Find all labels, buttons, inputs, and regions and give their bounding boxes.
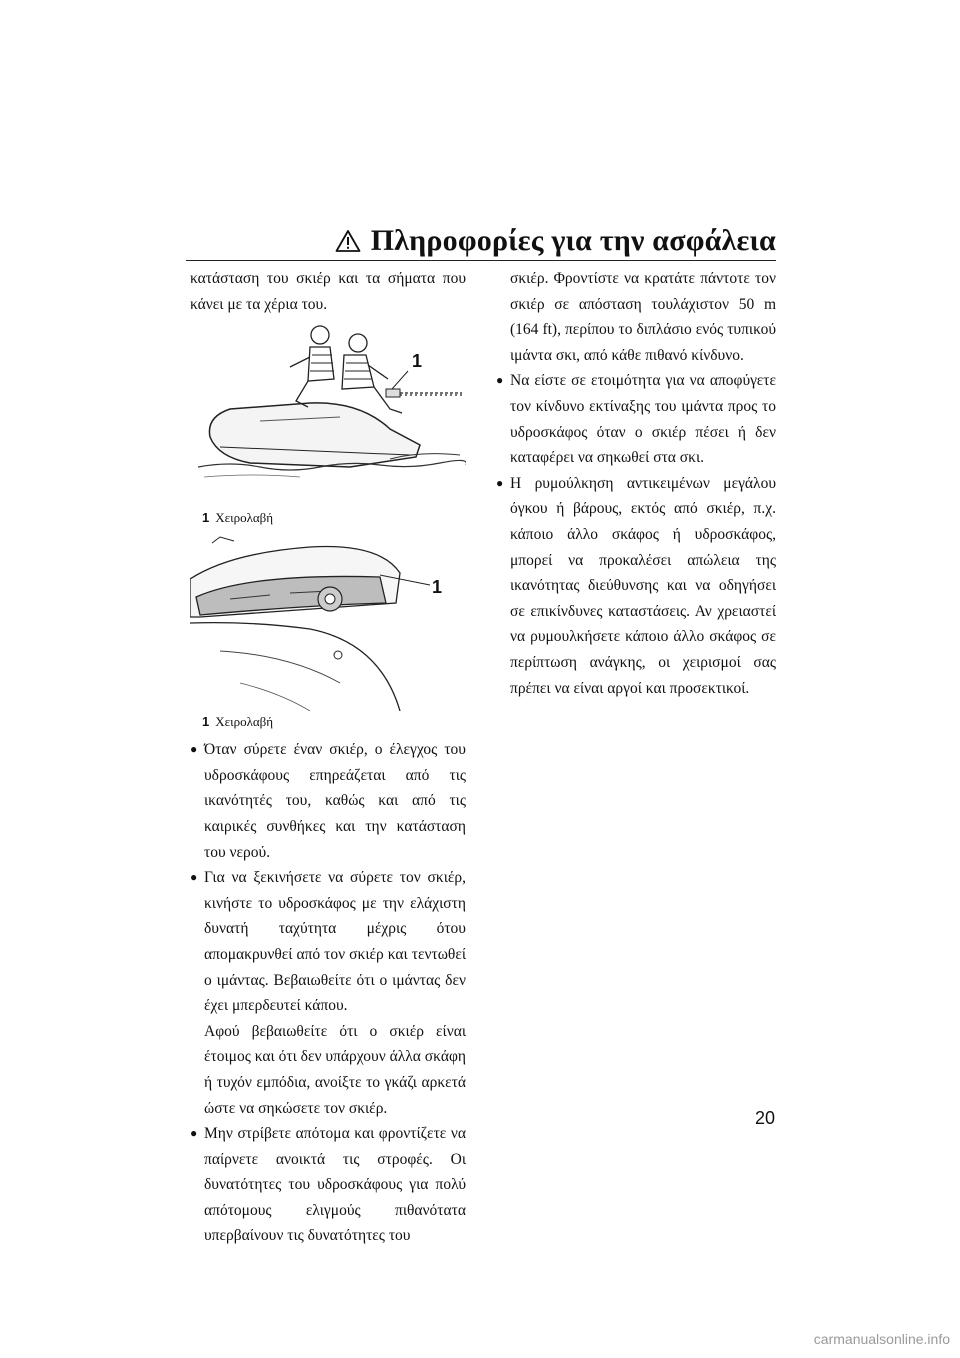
figure2-caption bbox=[202, 713, 466, 731]
bullet-item bbox=[496, 368, 776, 470]
bullet-text: Να είστε σε ετοιμότητα για να αποφύγετε τον κίνδυνο εκτίναξης του ιμάντα προς το υδροσκάφος όταν ο σκιέρ πέσει ή δεν καταφέρει να σηκωθεί στα σκι. bbox=[510, 372, 776, 467]
grab-handle-illustration bbox=[190, 533, 466, 711]
bullet-continuation: Αφού βεβαιωθείτε ότι ο σκιέρ είναι έτοιμος και ότι δεν υπάρχουν άλλα σκάφη ή τυχόν εμπόδια, ανοίξτε το γκάζι αρκετά ώστε να σηκώσετε τον σκιέρ. bbox=[204, 1022, 466, 1117]
intro-paragraph: κατάσταση του σκιέρ και τα σήματα που κάνει με τα χέρια του. bbox=[190, 270, 466, 313]
figure2-callout: 1 bbox=[432, 577, 443, 598]
bullet-item bbox=[190, 1121, 466, 1249]
watercraft-illustration bbox=[190, 317, 466, 507]
left-column bbox=[190, 266, 466, 1249]
figure1-callout: 1 bbox=[412, 351, 423, 372]
bullet-dot-icon: ● bbox=[190, 742, 198, 757]
bullet-text: Όταν σύρετε έναν σκιέρ, ο έλεγχος του υδροσκάφους επηρεάζεται από τις ικανότητές του, καθώς και από τις καιρικές συνθήκες και την κατάσταση του νερού. bbox=[204, 741, 466, 861]
right-column bbox=[496, 266, 776, 701]
bullet-dot-icon: ● bbox=[190, 870, 198, 885]
warning-triangle-icon bbox=[335, 229, 361, 253]
figure-grab-handle-closeup bbox=[190, 533, 466, 711]
figure-watercraft-with-riders bbox=[190, 317, 466, 507]
figure1-caption bbox=[202, 509, 466, 527]
bullet-dot-icon: ● bbox=[190, 1126, 198, 1141]
figure1-caption-text: Χειρολαβή bbox=[215, 510, 274, 526]
header-title-text: Πληροφορίες για την ασφάλεια bbox=[370, 224, 776, 257]
bullet-dot-icon: ● bbox=[496, 475, 504, 490]
continuation-paragraph: σκιέρ. Φροντίστε να κρατάτε πάντοτε τον σκιέρ σε απόσταση τουλάχιστον 50 m (164 ft), περίπου το διπλάσιο ενός τυπικού ιμάντα σκι, από κάθε πιθανό κίνδυνο. bbox=[510, 270, 776, 364]
figure1-caption-number: 1 bbox=[202, 510, 210, 526]
figure2-caption-text: Χειρολαβή bbox=[215, 714, 274, 730]
bullet-dot-icon: ● bbox=[496, 373, 504, 388]
page-header bbox=[186, 218, 776, 261]
header-title bbox=[335, 222, 776, 260]
bullet-item bbox=[190, 865, 466, 1019]
bullet-text: Μην στρίβετε απότομα και φροντίζετε να παίρνετε ανοικτά τις στροφές. Οι δυνατότητες του υδροσκάφους για πολύ απότομους ελιγμούς πιθανότατα υπερβαίνουν τις δυνατότητες του bbox=[204, 1125, 466, 1245]
bullet-item bbox=[190, 737, 466, 865]
bullet-item bbox=[496, 471, 776, 701]
figure2-caption-number: 1 bbox=[202, 714, 210, 730]
bullet-text: Για να ξεκινήσετε να σύρετε τον σκιέρ, κινήστε το υδροσκάφος με την ελάχιστη δυνατή ταχύτητα μέχρις ότου απομακρυνθεί από τον σκιέρ και τεντωθεί ο ιμάντας. Βεβαιωθείτε ότι ο ιμάντας δεν έχει μπερδευτεί κάπου. bbox=[204, 869, 466, 1015]
watermark: carmanualsonline.info bbox=[813, 1331, 950, 1347]
bullet-text: Η ρυμούλκηση αντικειμένων μεγάλου όγκου ή βάρους, εκτός από σκιέρ, π.χ. κάποιο άλλο σκάφος ή υδροσκάφος, μπορεί να προκαλέσει απώλεια της ικανότητας διεύθυνσης και να οδηγήσει σε επικίνδυνες καταστάσεις. Αν χρειαστεί να ρυμουλκήσετε κάποιο άλλο σκάφος σε περίπτωση ανάγκης, οι χειρισμοί σας πρέπει να είναι αργοί και προσεκτικοί. bbox=[510, 474, 776, 697]
page-number: 20 bbox=[754, 1108, 775, 1128]
